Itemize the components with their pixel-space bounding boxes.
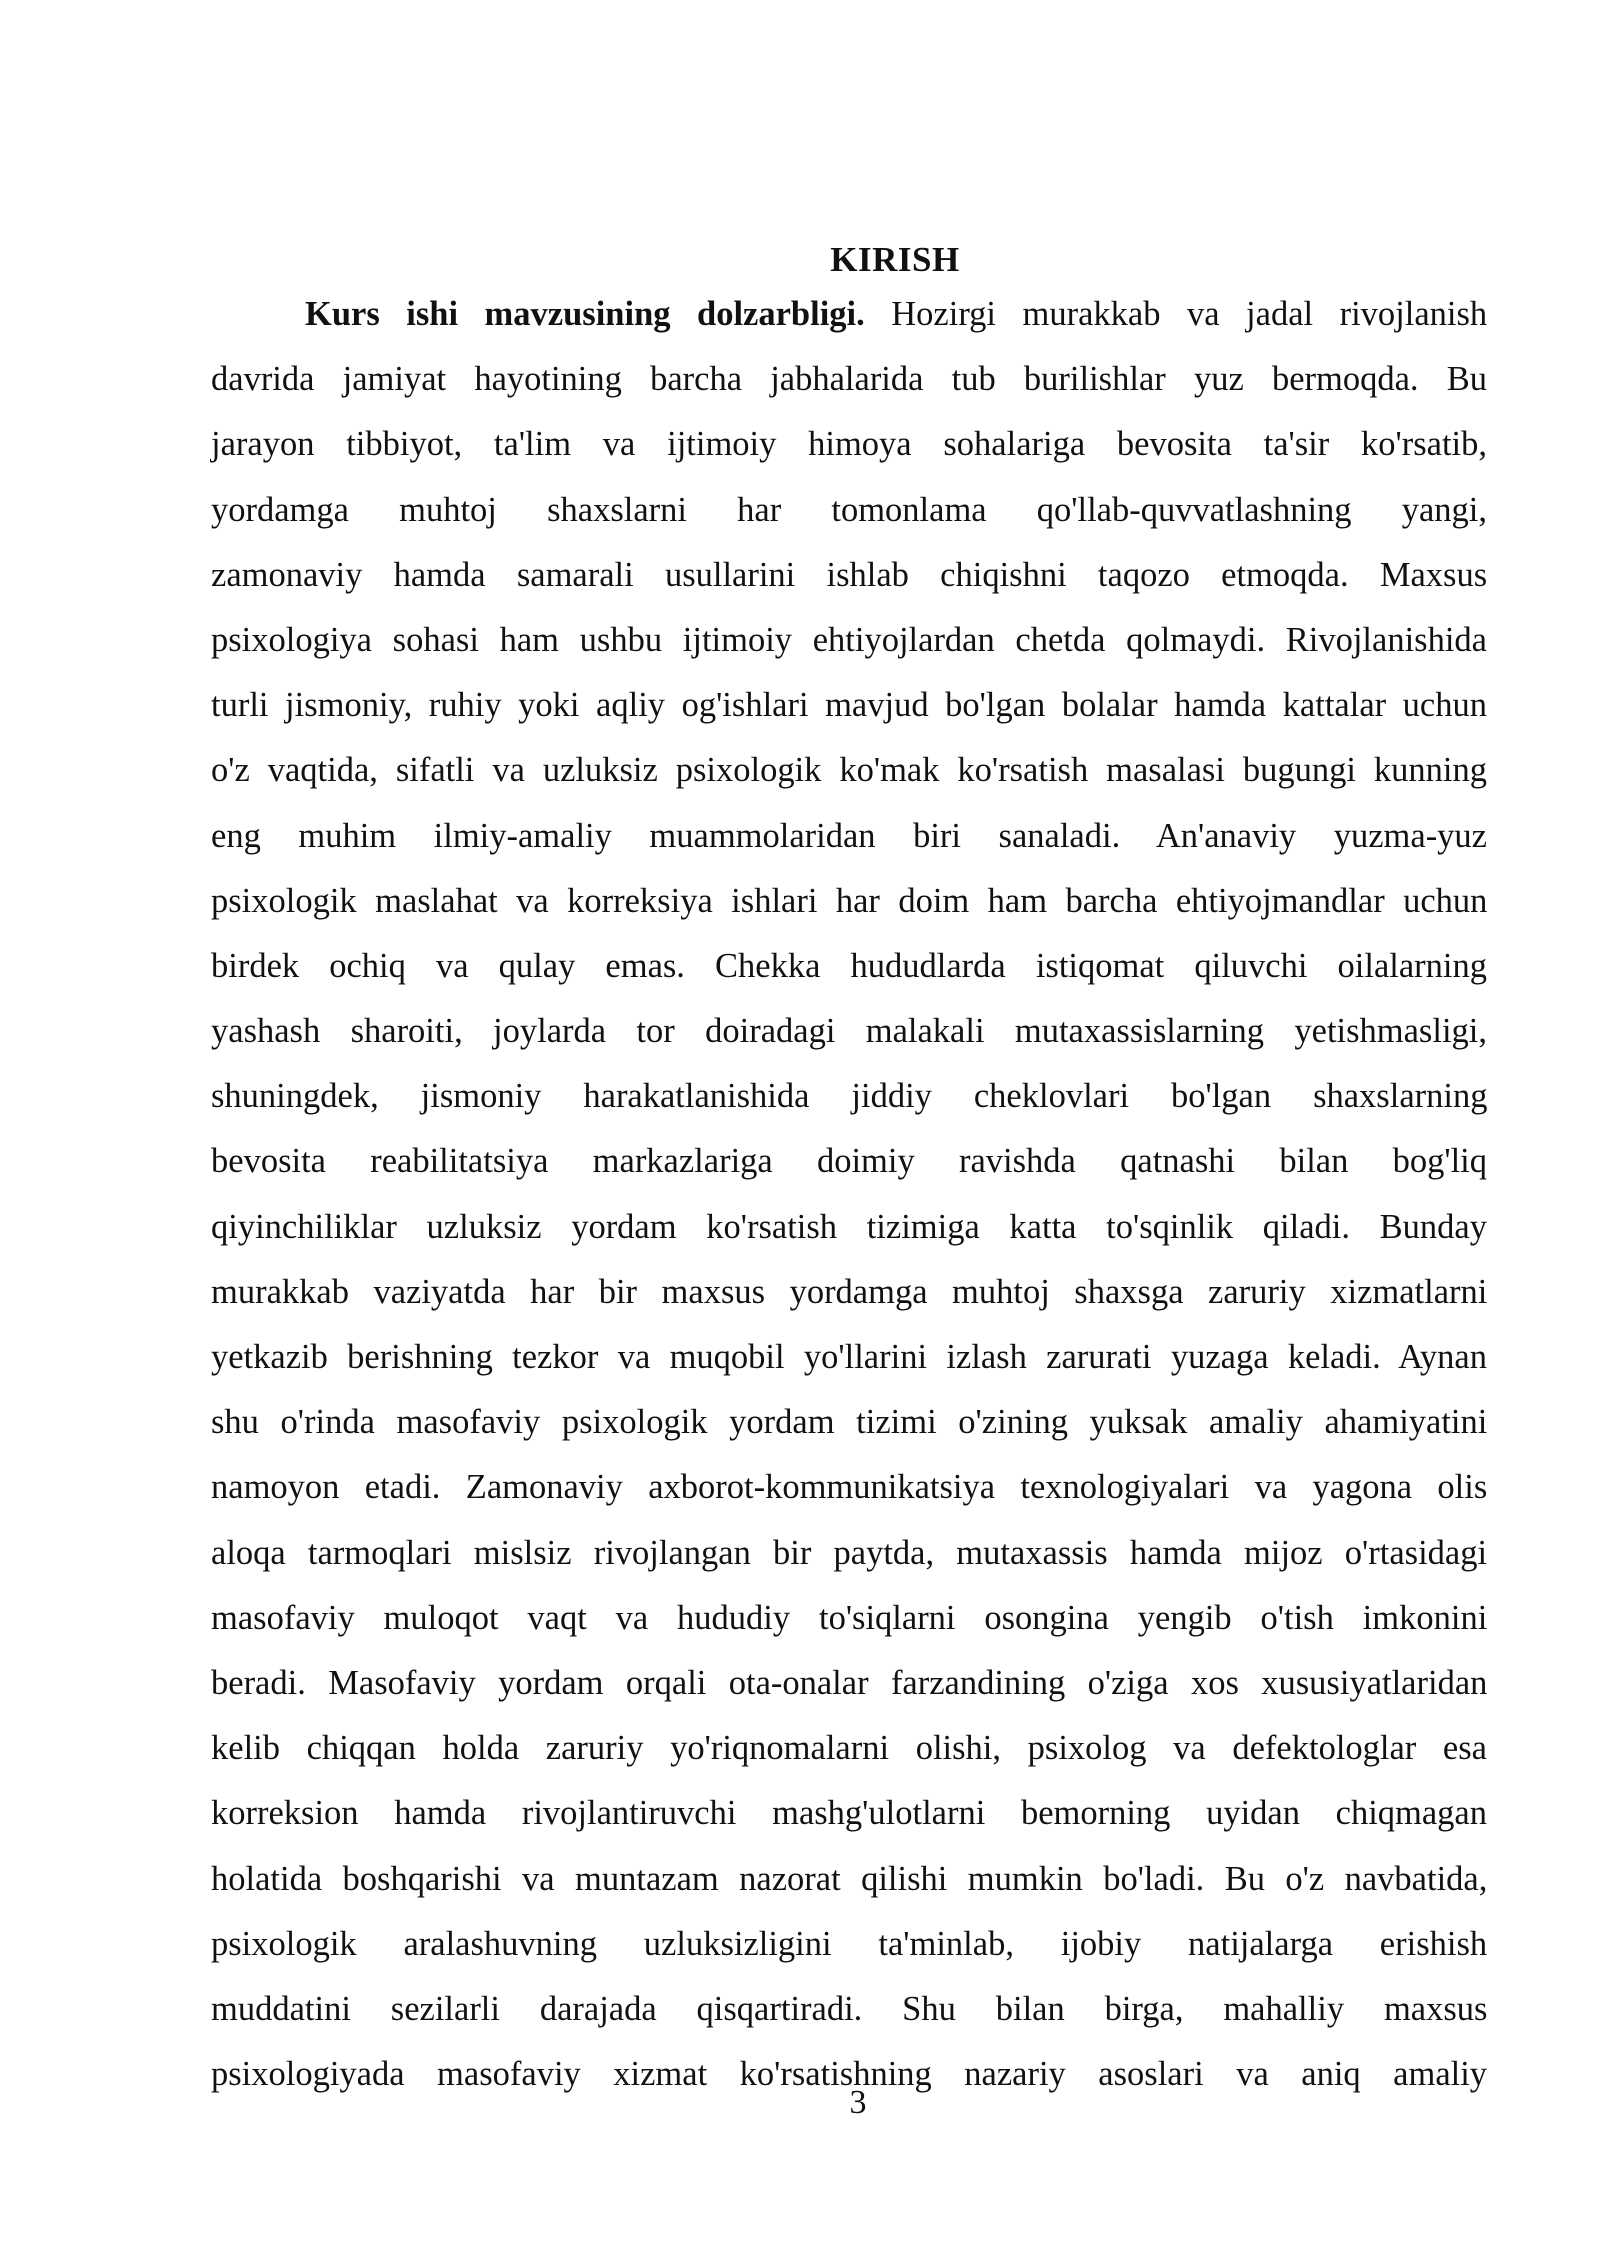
paragraph-line: qiyinchiliklar uzluksiz yordam ko'rsatish tizimiga katta to'sqinlik qiladi. Bunday (211, 1207, 1487, 1246)
page-number: 3 (849, 2084, 867, 2121)
paragraph-line: eng muhim ilmiy-amaliy muammolaridan biri sanaladi. An'anaviy yuzma-yuz (211, 816, 1487, 855)
section-heading: KIRISH (830, 240, 960, 279)
paragraph-line: korreksion hamda rivojlantiruvchi mashg'ulotlarni bemorning uyidan chiqmagan (211, 1794, 1487, 1833)
paragraph-line: masofaviy muloqot vaqt va hududiy to'siqlarni osongina yengib o'tish imkonini (211, 1598, 1488, 1637)
paragraph-line: namoyon etadi. Zamonaviy axborot-kommunikatsiya texnologiyalari va yagona olis (211, 1468, 1488, 1507)
paragraph-line: holatida boshqarishi va muntazam nazorat qilishi mumkin bo'ladi. Bu o'z navbatida, (211, 1859, 1488, 1898)
paragraph-line: psixologiyada masofaviy xizmat ko'rsatishning nazariy asoslari va aniq amaliy (211, 2055, 1488, 2094)
paragraph-line: shuningdek, jismoniy harakatlanishida jiddiy cheklovlari bo'lgan shaxslarning (211, 1077, 1488, 1116)
paragraph-line: psixologik aralashuvning uzluksizligini ta'minlab, ijobiy natijalarga erishish (211, 1924, 1488, 1963)
paragraph-line: jarayon tibbiyot, ta'lim va ijtimoiy himoya sohalariga bevosita ta'sir ko'rsatib, (211, 425, 1487, 464)
paragraph-line: psixologiya sohasi ham ushbu ijtimoiy ehtiyojlardan chetda qolmaydi. Rivojlanishida (211, 620, 1487, 659)
paragraph-line: yordamga muhtoj shaxslarni har tomonlama qo'llab-quvvatlashning yangi, (211, 490, 1487, 529)
paragraph-line: davrida jamiyat hayotining barcha jabhalarida tub burilishlar yuz bermoqda. Bu (211, 360, 1487, 399)
paragraph-line: zamonaviy hamda samarali usullarini ishlab chiqishni taqozo etmoqda. Maxsus (211, 555, 1488, 594)
paragraph-line: birdek ochiq va qulay emas. Chekka hududlarda istiqomat qiluvchi oilalarning (211, 946, 1487, 985)
line-text: Hozirgi murakkab va jadal rivojlanish (864, 295, 1488, 333)
paragraph-line: o'z vaqtida, sifatli va uzluksiz psixologik ko'mak ko'rsatish masalasi bugungi kunning (211, 751, 1487, 790)
paragraph-line: muddatini sezilarli darajada qisqartiradi. Shu bilan birga, mahalliy maxsus (211, 1989, 1488, 2028)
paragraph-line (211, 282, 1487, 347)
paragraph-line: yetkazib berishning tezkor va muqobil yo'llarini izlash zarurati yuzaga keladi. Aynan (211, 1338, 1487, 1376)
paragraph-line: yashash sharoiti, joylarda tor doiradagi malakali mutaxassislarning yetishmasligi, (211, 1012, 1487, 1051)
paragraph-line: kelib chiqqan holda zaruriy yo'riqnomalarni olishi, psixolog va defektologlar esa (211, 1729, 1487, 1768)
paragraph-line: aloqa tarmoqlari mislsiz rivojlangan bir paytda, mutaxassis hamda mijoz o'rtasidagi (211, 1533, 1488, 1572)
paragraph-line: bevosita reabilitatsiya markazlariga doimiy ravishda qatnashi bilan bog'liq (211, 1142, 1487, 1181)
lead-phrase: Kurs ishi mavzusining dolzarbligi. (305, 295, 865, 333)
paragraph-line: murakkab vaziyatda har bir maxsus yordamga muhtoj shaxsga zaruriy xizmatlarni (211, 1272, 1488, 1311)
paragraph-line: shu o'rinda masofaviy psixologik yordam tizimi o'zining yuksak amaliy ahamiyatini (211, 1403, 1488, 1442)
body-paragraph (211, 282, 1487, 2107)
paragraph-line: psixologik maslahat va korreksiya ishlari har doim ham barcha ehtiyojmandlar uchun (211, 881, 1488, 920)
paragraph-line: beradi. Masofaviy yordam orqali ota-onalar farzandining o'ziga xos xususiyatlaridan (211, 1663, 1488, 1702)
paragraph-line: turli jismoniy, ruhiy yoki aqliy og'ishlari mavjud bo'lgan bolalar hamda kattalar uchun (211, 686, 1487, 725)
